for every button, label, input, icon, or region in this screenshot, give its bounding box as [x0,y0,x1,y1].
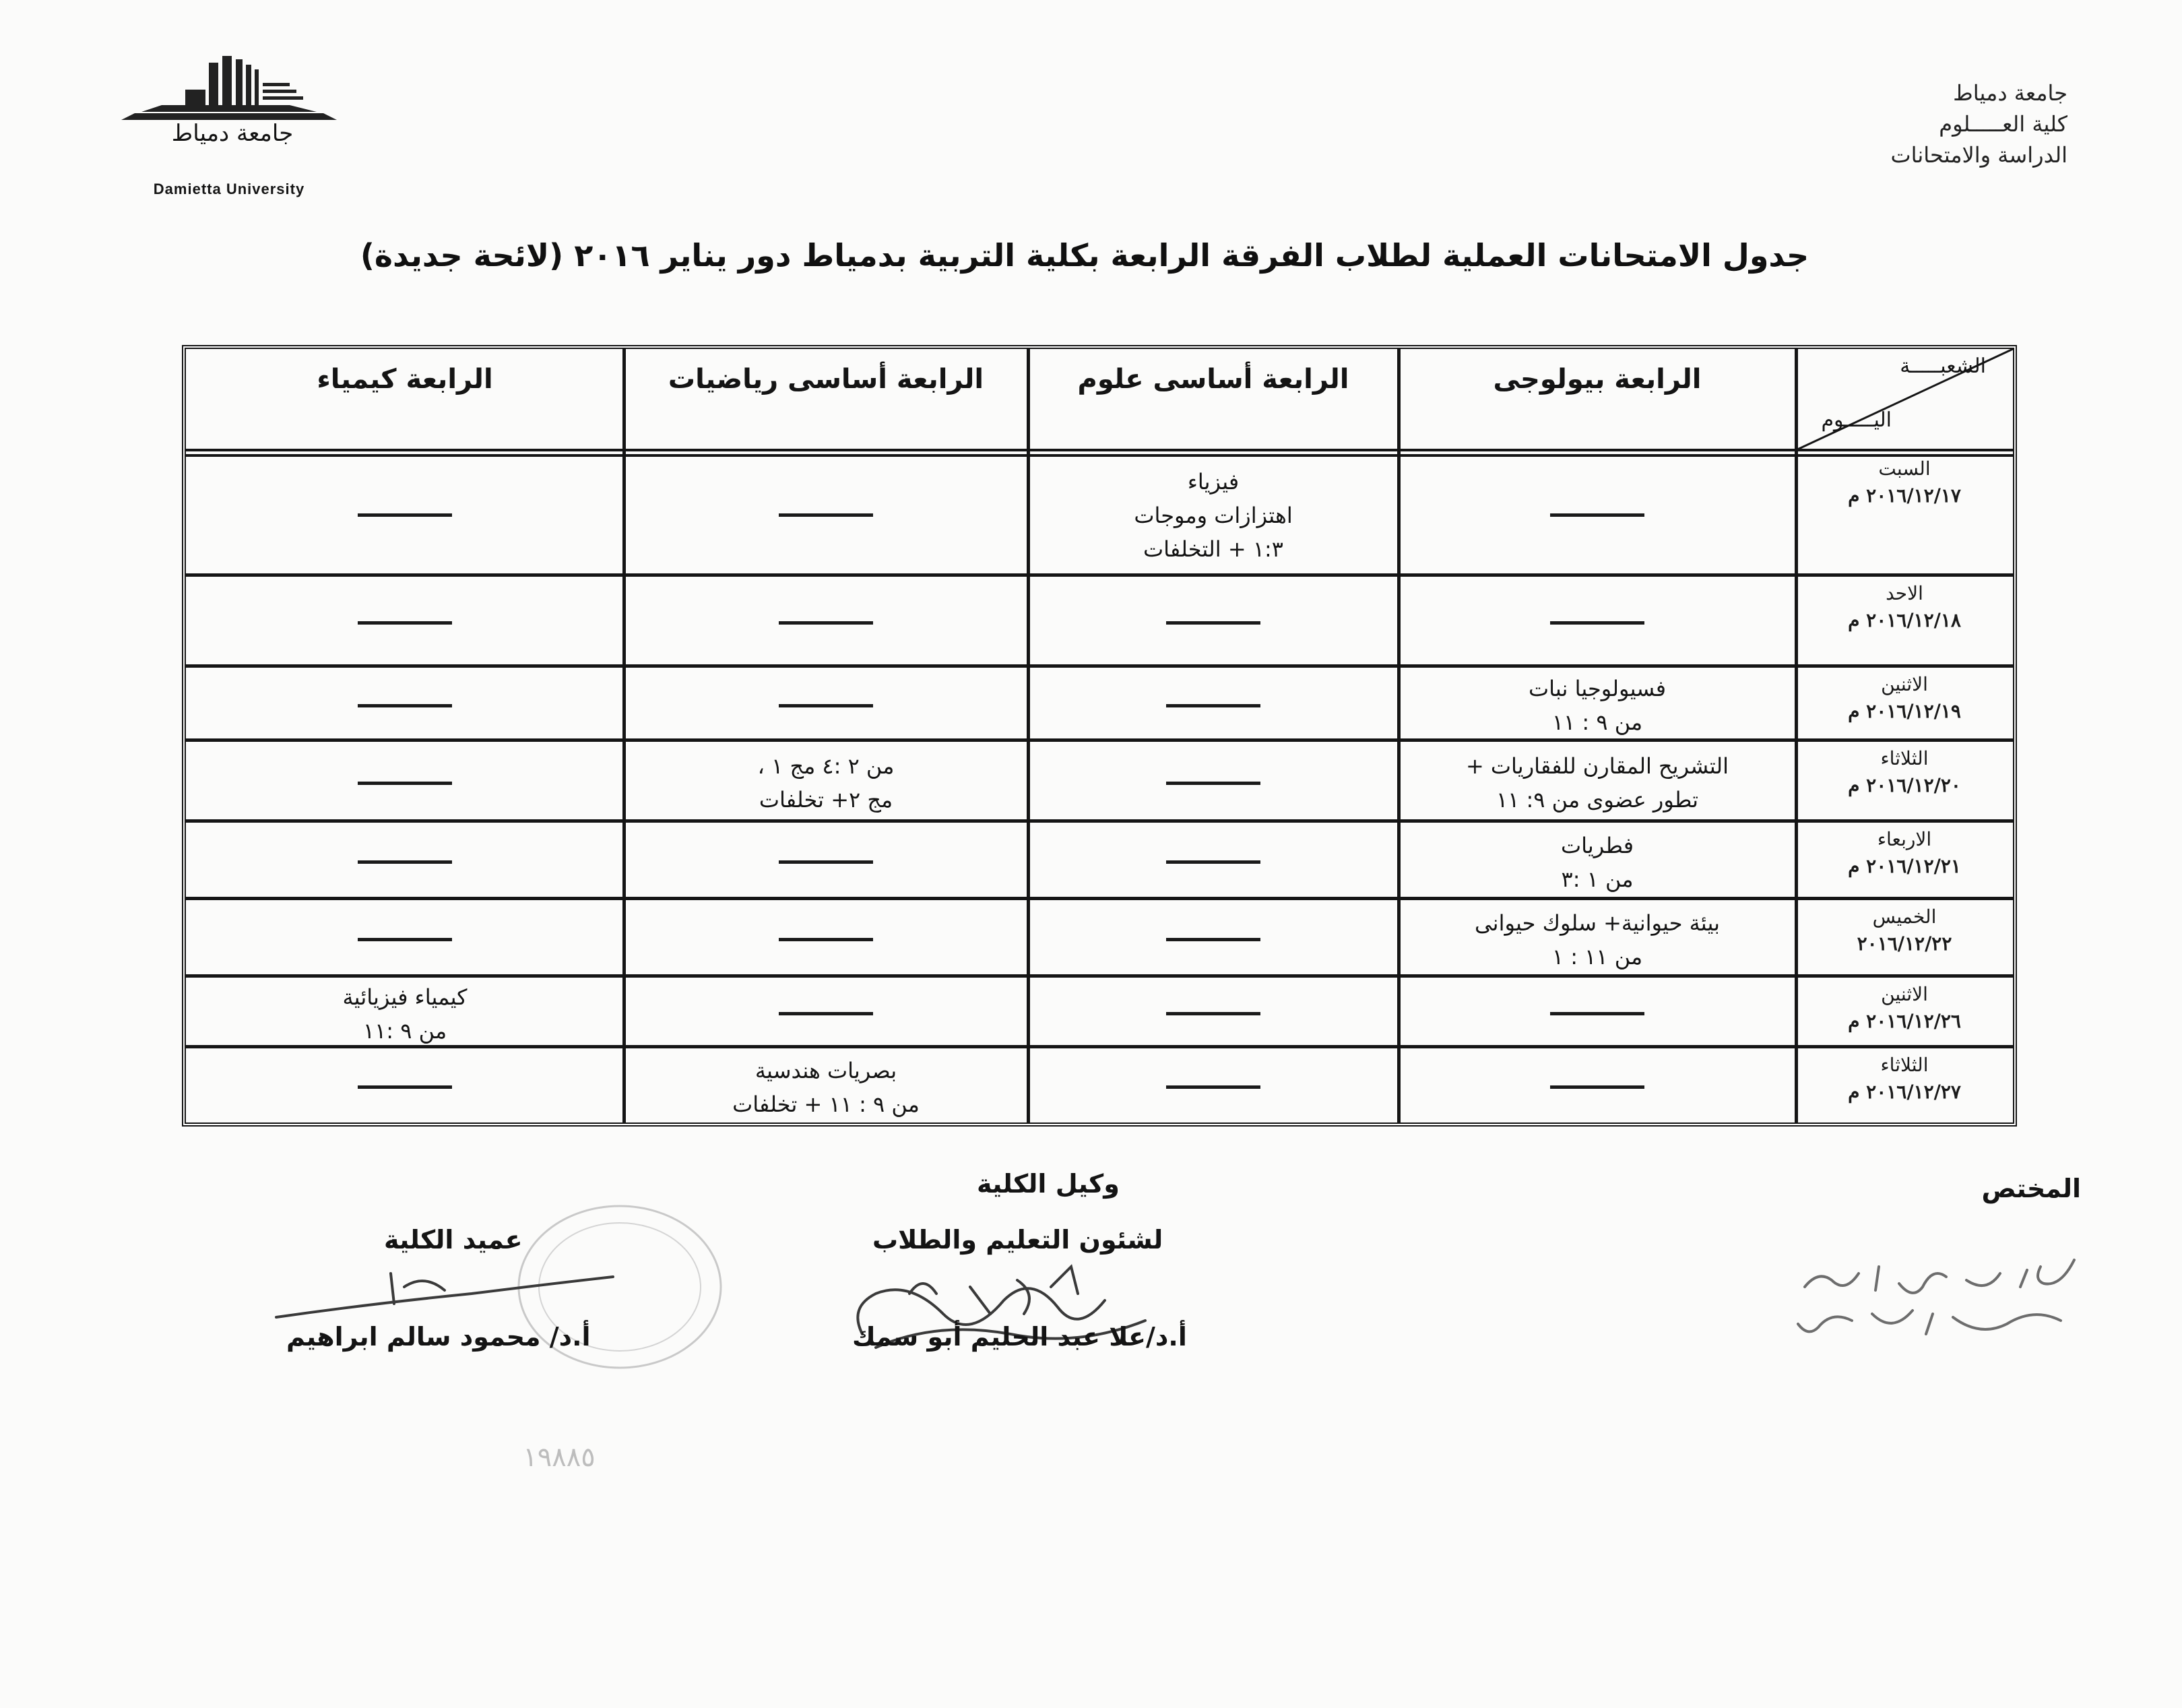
cell-text-line: كيمياء فيزيائية [342,984,468,1010]
day-name: الاثنين [1881,673,1928,695]
cell-text-line: من ١١ : ١ [1551,943,1643,970]
empty-dash [1550,513,1644,517]
clerk-handwritten-signature [1778,1246,2088,1348]
day-cell [1796,826,2013,898]
cell-text-line: بصريات هندسية [755,1057,897,1083]
schedule-cell [1028,904,1399,976]
header-department: الدراسة والامتحانات [1890,142,2067,168]
header-faculty: كلية العـــــلوم [1939,111,2067,137]
empty-dash [779,513,873,517]
schedule-cell [1028,826,1399,898]
logo-arabic-name: جامعة دمياط [171,120,294,147]
schedule-cell [186,455,624,575]
signature-dean-name: أ.د/ محمود سالم ابراهيم [286,1322,591,1352]
column-header-0: الرابعة بيولوجى [1493,364,1702,395]
schedule-cell [186,580,624,666]
schedule-cell [1028,1052,1399,1122]
cell-text-line: من ١ :٣ [1561,866,1634,892]
schedule-cell [1028,455,1399,575]
cell-text-line: من ٢ :٤ مج ١ ، [757,753,895,779]
day-name: الاحد [1886,582,1923,604]
schedule-cell [624,455,1028,575]
schedule-cell [186,1052,624,1122]
schedule-cell [624,1052,1028,1122]
schedule-cell [186,745,624,821]
schedule-cell [1399,745,1796,821]
column-header-1: الرابعة أساسى علوم [1077,364,1349,395]
empty-dash [1166,621,1260,625]
logo-emblem-icon [121,53,337,127]
cell-text-line: ١:٣ + التخلفات [1143,536,1283,562]
schedule-cell [624,904,1028,976]
day-cell [1796,455,2013,575]
day-date: ٢٠١٦/١٢/٢١ م [1848,855,1961,877]
schedule-cell [1399,904,1796,976]
day-cell [1796,745,2013,821]
schedule-cell [1028,580,1399,666]
column-header-2: الرابعة أساسى رياضيات [668,364,984,395]
empty-dash [1166,782,1260,785]
day-date: ٢٠١٦/١٢/٢٠ م [1848,774,1961,796]
empty-dash [358,938,452,941]
schedule-cell [1028,671,1399,740]
schedule-cell [1399,981,1796,1046]
day-date: ٢٠١٦/١٢/٢٦ م [1848,1010,1961,1032]
empty-dash [358,860,452,864]
empty-dash [779,704,873,707]
signature-dean-title: عميد الكلية [384,1225,523,1255]
day-name: الاثنين [1881,983,1928,1005]
day-name: الثلاثاء [1880,1054,1929,1076]
signature-vice-dean-title: وكيل الكلية [977,1169,1120,1199]
empty-dash [1550,621,1644,625]
cell-text-line: مج ٢+ تخلفات [759,787,893,813]
day-date: ٢٠١٦/١٢/٢٢ [1857,932,1952,955]
schedule-cell [186,981,624,1046]
schedule-cell [1028,981,1399,1046]
empty-dash [1166,1085,1260,1089]
schedule-cell [186,671,624,740]
schedule-cell [1399,580,1796,666]
schedule-cell [1028,745,1399,821]
empty-dash [779,621,873,625]
day-name: الاربعاء [1877,828,1932,850]
schedule-cell [624,671,1028,740]
cell-text-line: تطور عضوى من ٩: ١١ [1496,787,1699,813]
empty-dash [358,782,452,785]
signature-vice-dean-name: أ.د/علا عبد الحليم أبو سمك [852,1322,1187,1352]
day-cell [1796,580,2013,666]
empty-dash [1550,1085,1644,1089]
signature-clerk-title: المختص [1981,1174,2081,1203]
signature-vice-dean-subtitle: لشئون التعليم والطلاب [872,1225,1163,1255]
cell-text-line: التشريح المقارن للفقاريات + [1465,753,1729,779]
empty-dash [358,1085,452,1089]
day-name: الخميس [1872,906,1937,928]
schedule-cell [186,826,624,898]
schedule-cell [624,826,1028,898]
cell-text-line: بيئة حيوانية+ سلوك حيوانى [1474,910,1721,936]
empty-dash [1166,938,1260,941]
university-logo [121,53,337,197]
day-date: ٢٠١٦/١٢/١٧ م [1848,484,1961,507]
empty-dash [779,1012,873,1015]
schedule-cell [624,745,1028,821]
empty-dash [358,513,452,517]
empty-dash [1550,1012,1644,1015]
cell-text-line: فيزياء [1187,468,1240,495]
cell-text-line: من ٩ : ١١ [1551,709,1643,735]
empty-dash [1166,1012,1260,1015]
day-cell [1796,904,2013,976]
logo-english-name: Damietta University [153,181,305,197]
column-header-3: الرابعة كيمياء [317,364,493,395]
corner-header-section: الشعبـــــة [1900,354,1986,378]
header-university: جامعة دمياط [1953,80,2067,106]
faint-stamp-number: ١٩٨٨٥ [523,1442,596,1473]
cell-text-line: فطريات [1561,832,1634,858]
schedule-cell [624,580,1028,666]
cell-text-line: من ٩ :١١ [362,1017,447,1044]
exam-schedule-table [182,345,2017,1127]
schedule-cell [624,981,1028,1046]
schedule-cell [186,904,624,976]
schedule-cell [1399,1052,1796,1122]
empty-dash [1166,704,1260,707]
day-date: ٢٠١٦/١٢/٢٧ م [1848,1081,1961,1103]
schedule-cell [1399,455,1796,575]
cell-text-line: فسيولوجيا نبات [1528,676,1667,701]
cell-text-line: اهتزازات وموجات [1134,502,1293,528]
day-cell [1796,1052,2013,1122]
document-header [1785,77,2067,170]
empty-dash [1166,860,1260,864]
cell-text-line: من ٩ : ١١ + تخلفات [732,1091,920,1117]
schedule-cell [1399,671,1796,740]
empty-dash [358,621,452,625]
empty-dash [779,860,873,864]
day-cell [1796,671,2013,740]
day-date: ٢٠١٦/١٢/١٩ م [1848,700,1961,722]
day-name: الثلاثاء [1880,747,1929,769]
empty-dash [358,704,452,707]
day-name: السبت [1878,457,1931,480]
corner-header-day: اليـــــوم [1821,408,1892,432]
empty-dash [779,938,873,941]
document-title: جدول الامتحانات العملية لطلاب الفرقة الرابعة بكلية التربية بدمياط دور يناير ٢٠١٦ (لائحة جديدة) [360,237,1809,274]
day-cell [1796,981,2013,1046]
day-date: ٢٠١٦/١٢/١٨ م [1848,609,1961,631]
schedule-cell [1399,826,1796,898]
